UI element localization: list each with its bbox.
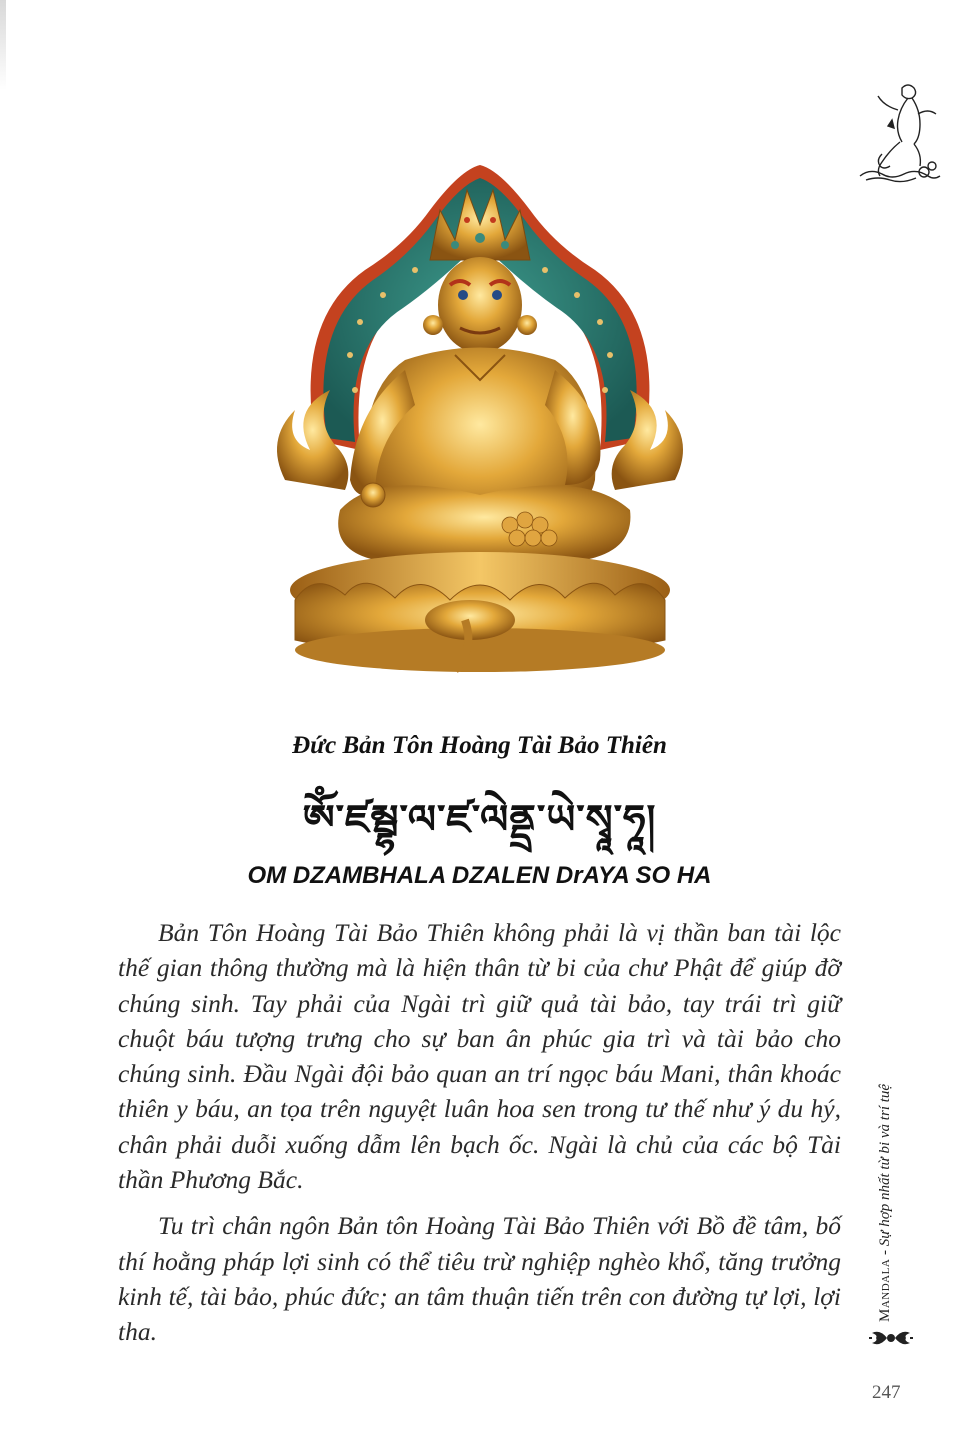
page-edge-shadow [0, 0, 6, 90]
body-text [118, 915, 841, 1361]
dancing-deity-icon [852, 80, 942, 185]
paragraph: Bản Tôn Hoàng Tài Bảo Thiên không phải là vị thần ban tài lộc thế gian thông thường mà là hiện thân từ bi của chư Phật để giúp đỡ chúng sinh. Tay phải của Ngài trì giữ quả tài bảo, tay trái trì giữ chuột báu tượng trưng cho sự ban ân phúc gia trì và tài bảo cho chúng sinh. Đầu Ngài đội bảo quan an trí ngọc báu Mani, thân khoác thiên y báu, an tọa trên nguyệt luân hoa sen trong tư thế như ý du hý, chân phải duỗi xuống dẫm lên bạch ốc. Ngài là chủ của các bộ Tài thần Phương Bắc. [118, 918, 841, 1195]
paragraph: Tu trì chân ngôn Bản tôn Hoàng Tài Bảo Thiên với Bồ đề tâm, bố thí hoằng pháp lợi sinh có thể tiêu trừ nghiệp nghèo khổ, tăng trưởng kinh tế, tài bảo, phúc đức; an tâm thuận tiến trên con đường tự lợi, lợi tha. [118, 1211, 841, 1347]
tibetan-mantra-script: ཨོཾ་ཛམྦྷ་ལ་ཛ་ལེནྡྲ་ཡེ་སྭཱ་ཧཱ། [302, 797, 657, 843]
book-brand: Mandala [877, 1258, 893, 1322]
book-subtitle: Sự hợp nhất từ bi và trí tuệ [877, 1083, 893, 1247]
mantra-transliteration: OM DZAMBHALA DZALEN DrAYA SO HA [247, 862, 712, 889]
running-header-vertical [877, 1084, 894, 1322]
page-number: 247 [872, 1382, 901, 1403]
golden-statue-image [255, 150, 705, 690]
figure-caption-title: Đức Bản Tôn Hoàng Tài Bảo Thiên [292, 732, 667, 759]
separator: - [877, 1246, 893, 1259]
vajra-icon [868, 1327, 914, 1349]
